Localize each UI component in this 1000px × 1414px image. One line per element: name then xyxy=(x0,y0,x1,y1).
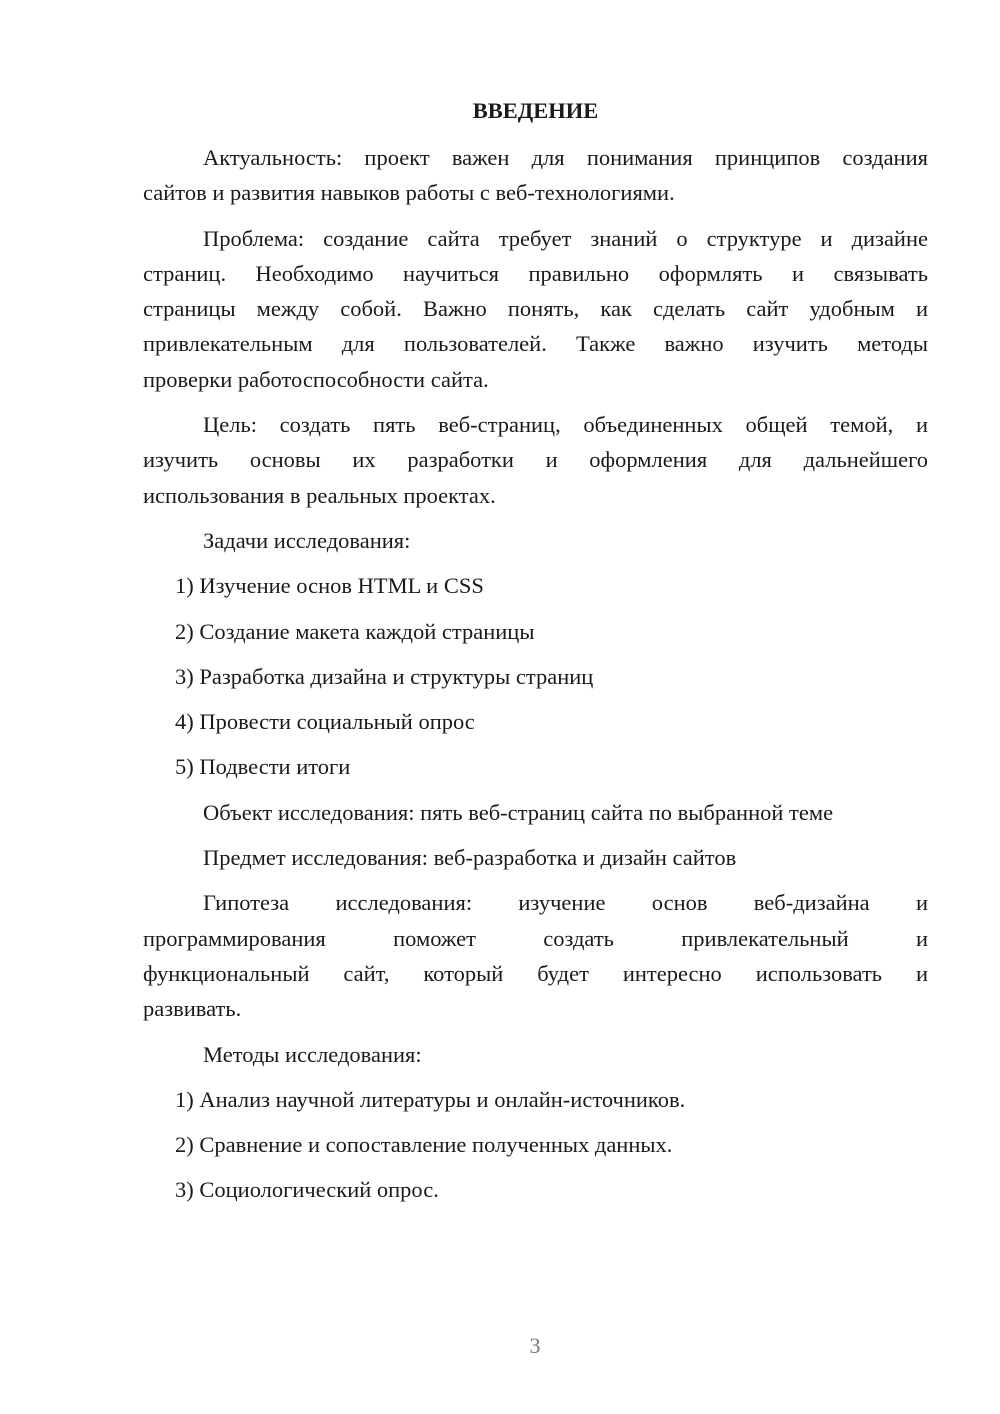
text-line: страницы между собой. Важно понять, как сделать сайт удобным и xyxy=(143,296,928,322)
text-line: Цель: создать пять веб-страниц, объединенных общей темой, и xyxy=(203,412,928,438)
task-item: 1) Изучение основ HTML и CSS xyxy=(175,573,484,599)
goal-paragraph xyxy=(143,407,928,513)
relevance-paragraph xyxy=(143,140,928,211)
task-item: 4) Провести социальный опрос xyxy=(175,709,475,735)
page-number: 3 xyxy=(529,1333,541,1358)
document-page xyxy=(143,93,928,1218)
problem-paragraph xyxy=(143,221,928,397)
text-line: Гипотеза исследования: изучение основ веб-дизайна и xyxy=(203,890,928,916)
object-paragraph: Объект исследования: пять веб-страниц сайта по выбранной теме xyxy=(203,799,834,825)
text-line: проверки работоспособности сайта. xyxy=(143,366,489,392)
text-line: использования в реальных проектах. xyxy=(143,482,496,508)
text-line: изучить основы их разработки и оформления для дальнейшего xyxy=(143,447,928,473)
task-item: 3) Разработка дизайна и структуры страниц xyxy=(175,663,594,689)
text-line: Проблема: создание сайта требует знаний о структуре и дизайне xyxy=(203,225,928,251)
text-line: Актуальность: проект важен для понимания принципов создания xyxy=(203,145,928,170)
text-line: привлекательным для пользователей. Также важно изучить методы xyxy=(143,331,928,357)
hypothesis-paragraph xyxy=(143,885,928,1026)
section-title: ВВЕДЕНИЕ xyxy=(472,98,599,123)
text-line: функциональный сайт, который будет интересно использовать и xyxy=(143,960,928,986)
text-line: программирования поможет создать привлекательный и xyxy=(143,925,928,951)
method-item: 2) Сравнение и сопоставление полученных данных. xyxy=(175,1132,673,1158)
method-item: 3) Социологический опрос. xyxy=(175,1177,439,1203)
methods-heading: Методы исследования: xyxy=(203,1041,422,1067)
text-line: страниц. Необходимо научиться правильно оформлять и связывать xyxy=(143,260,928,286)
tasks-heading: Задачи исследования: xyxy=(203,527,411,553)
text-line: сайтов и развития навыков работы с веб-технологиями. xyxy=(143,180,675,206)
method-item: 1) Анализ научной литературы и онлайн-источников. xyxy=(175,1086,686,1112)
subject-paragraph: Предмет исследования: веб-разработка и дизайн сайтов xyxy=(203,845,737,871)
task-item: 5) Подвести итоги xyxy=(175,754,351,780)
task-item: 2) Создание макета каждой страницы xyxy=(175,618,535,644)
text-line: развивать. xyxy=(143,996,242,1022)
